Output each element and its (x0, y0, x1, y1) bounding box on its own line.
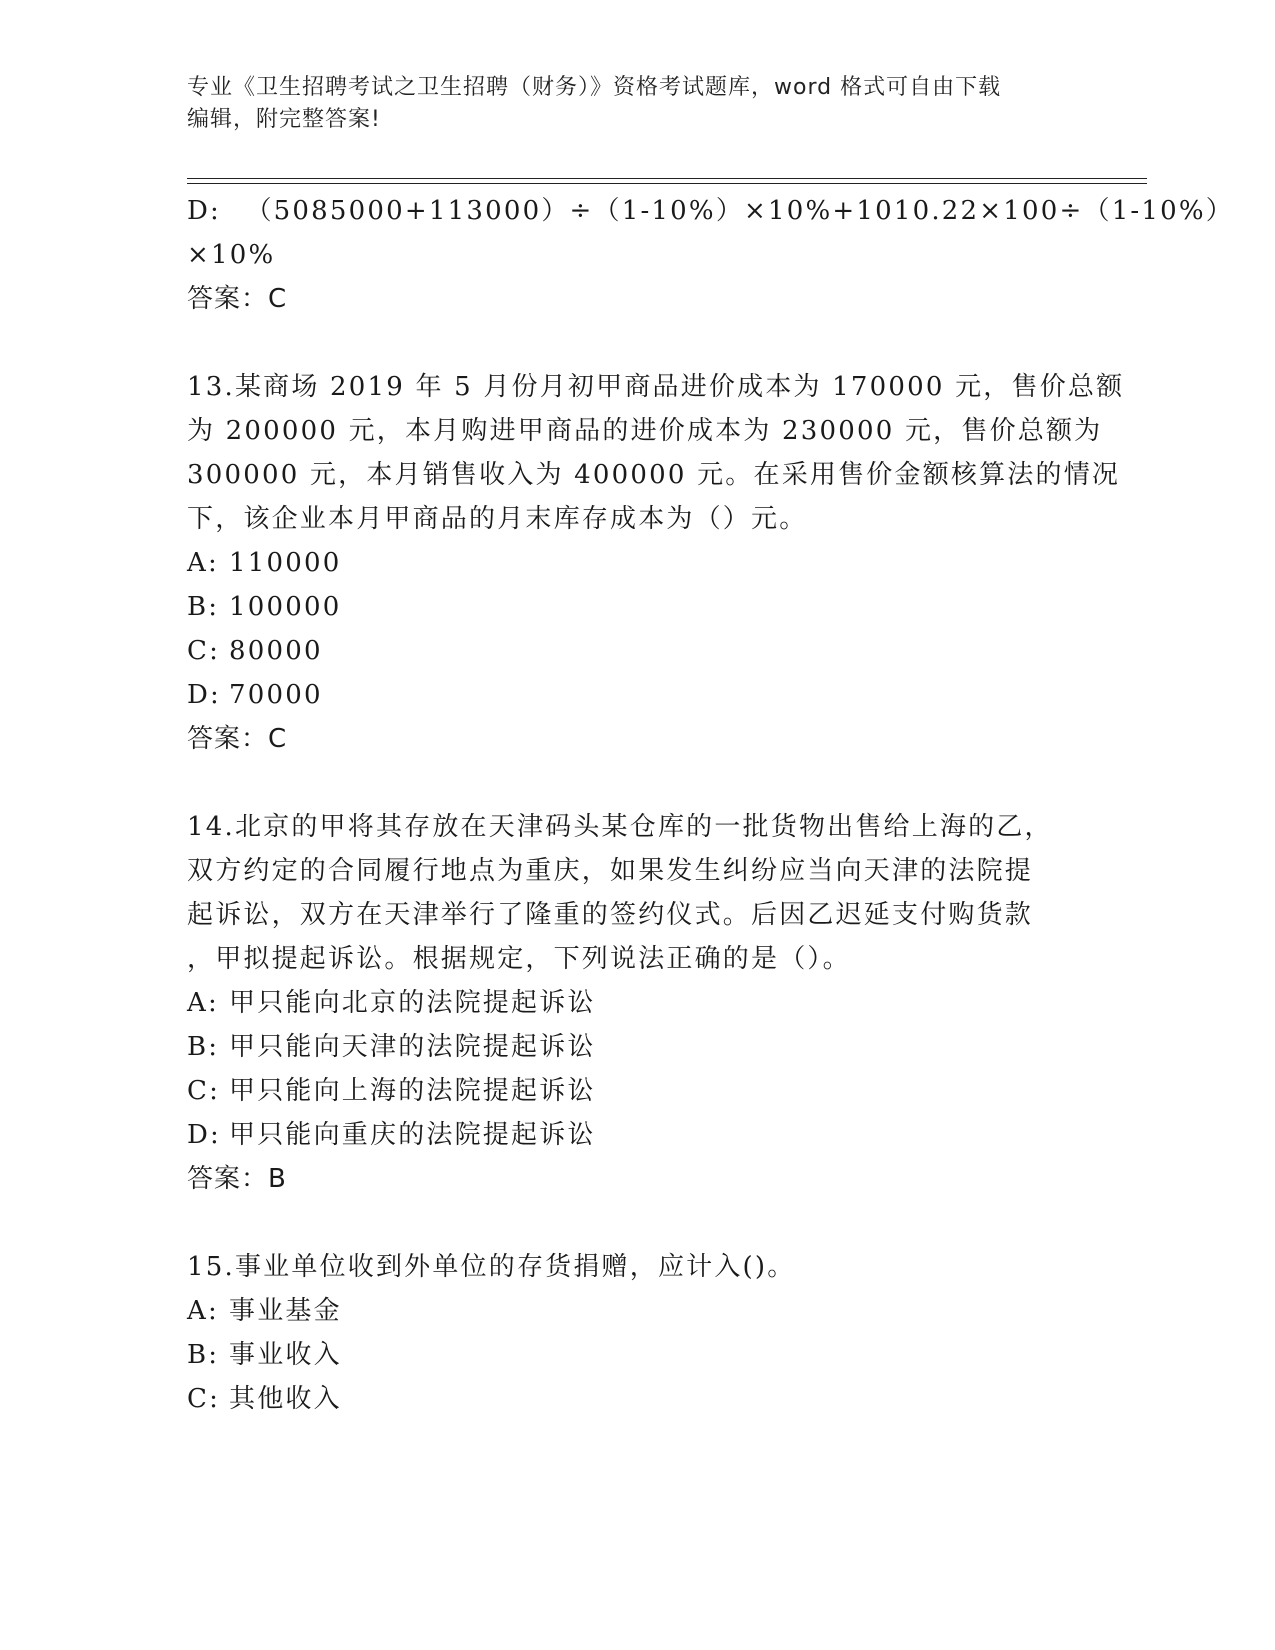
option-key: A: (187, 1296, 219, 1326)
option-text: 甲只能向上海的法院提起诉讼 (229, 1076, 596, 1106)
page-header (187, 72, 1067, 136)
option-text: 甲只能向重庆的法院提起诉讼 (229, 1120, 596, 1150)
option-text: 70000 (229, 680, 323, 710)
q15-stem-line-1: 15.事业单位收到外单位的存货捐赠，应计入()。 (187, 1252, 796, 1282)
q14-answer: 答案：B (187, 1164, 287, 1194)
q15-option-a (187, 1294, 342, 1328)
option-key: D: (187, 680, 222, 710)
option-text: 事业基金 (229, 1296, 342, 1326)
option-text: 甲只能向天津的法院提起诉讼 (229, 1032, 596, 1062)
q15-option-c (187, 1382, 342, 1416)
option-text: 80000 (229, 636, 323, 666)
option-key: A: (187, 548, 219, 578)
option-text: 其他收入 (229, 1384, 342, 1414)
q14-stem-line-1: 14.北京的甲将其存放在天津码头某仓库的一批货物出售给上海的乙， (187, 812, 1053, 842)
option-key: B: (187, 1340, 220, 1370)
prev-option-d (187, 194, 1234, 228)
q14-option-d (187, 1118, 596, 1152)
q14-stem-line-2: 双方约定的合同履行地点为重庆，如果发生纠纷应当向天津的法院提 (187, 856, 1034, 886)
q13-option-a (187, 546, 341, 580)
q13-answer: 答案：C (187, 724, 288, 754)
prev-answer: 答案：C (187, 284, 288, 314)
option-text: 事业收入 (229, 1340, 342, 1370)
q13-stem-line-1: 13.某商场 2019 年 5 月份月初甲商品进价成本为 170000 元，售价总额 (187, 372, 1125, 402)
q13-option-b (187, 590, 341, 624)
option-text: （5085000+113000）÷（1-10%）×10%+1010.22×100÷（1-10%） (245, 196, 1235, 226)
q13-stem-line-4: 下，该企业本月甲商品的月末库存成本为（）元。 (187, 504, 808, 534)
option-text: 100000 (229, 592, 342, 622)
option-key: D: (187, 1120, 222, 1150)
option-text: 甲只能向北京的法院提起诉讼 (229, 988, 596, 1018)
header-line-1: 专业《卫生招聘考试之卫生招聘（财务）》资格考试题库，word 格式可自由下载 (187, 75, 1002, 100)
q14-option-b (187, 1030, 596, 1064)
q13-option-c (187, 634, 323, 668)
option-key: B: (187, 592, 220, 622)
q14-option-a (187, 986, 596, 1020)
option-key: A: (187, 988, 219, 1018)
q14-stem-line-4: ，甲拟提起诉讼。根据规定，下列说法正确的是（）。 (187, 944, 851, 974)
q14-stem-line-3: 起诉讼，双方在天津举行了隆重的签约仪式。后因乙迟延支付购货款 (187, 900, 1034, 930)
option-key: D: (187, 196, 222, 226)
option-text: 110000 (229, 548, 342, 578)
option-key: C: (187, 636, 221, 666)
q13-stem-line-2: 为 200000 元，本月购进甲商品的进价成本为 230000 元，售价总额为 (187, 416, 1103, 446)
q15-option-b (187, 1338, 342, 1372)
option-key: C: (187, 1384, 221, 1414)
header-rule-bottom (187, 183, 1147, 184)
header-line-2: 编辑，附完整答案! (187, 107, 381, 132)
header-rule-top (187, 178, 1147, 179)
option-key: B: (187, 1032, 220, 1062)
q13-stem-line-3: 300000 元，本月销售收入为 400000 元。在采用售价金额核算法的情况 (187, 460, 1121, 490)
option-key: C: (187, 1076, 221, 1106)
q14-option-c (187, 1074, 596, 1108)
q13-option-d (187, 678, 323, 712)
prev-option-d-continuation: ×10% (187, 240, 276, 270)
